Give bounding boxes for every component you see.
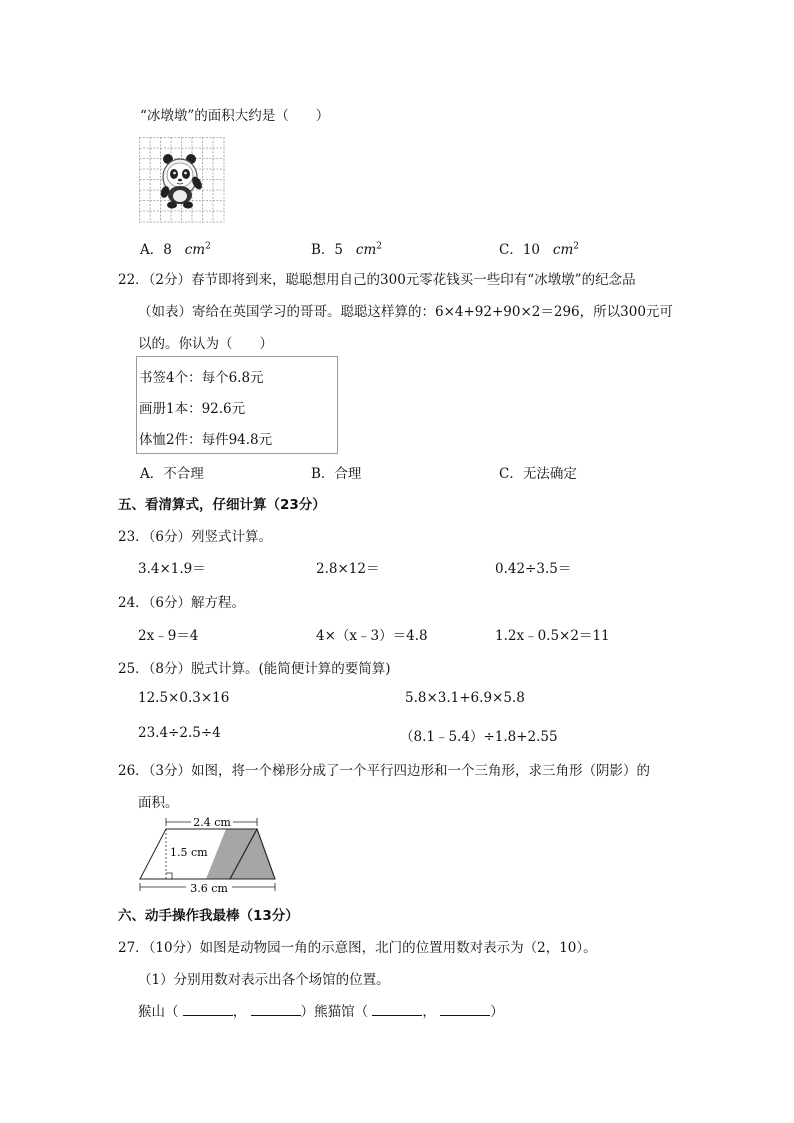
q27-stem: 27．（10分）如图是动物园一角的示意图，北门的位置用数对表示为（2，10）。 [118,940,597,956]
q21-option-a[interactable]: A．8 $cm^2$ [140,241,211,258]
monkey-x-blank[interactable] [183,1003,233,1016]
top-length-label: 2.4 cm [193,816,231,829]
q25-item: 5.8×3.1+6.9×5.8 [405,690,525,706]
q22-option-a[interactable]: A．不合理 [140,466,204,482]
q24-item: 1.2x﹣0.5×2＝11 [495,628,610,644]
q25-item: 12.5×0.3×16 [138,690,230,706]
q26-line2: 面积。 [138,795,179,811]
q22-table-row: 体恤2件：每件94.8元 [139,432,273,448]
q23-item: 3.4×1.9＝ [138,561,206,577]
q25-stem: 25．（8分）脱式计算。(能简便计算的要简算) [118,661,391,677]
q21-stem: “冰墩墩”的面积大约是（ ） [140,108,330,124]
q22-table-row: 书签4个：每个6.8元 [139,370,264,386]
panda-y-blank[interactable] [440,1003,490,1016]
q22-option-c[interactable]: C．无法确定 [499,466,577,482]
monkey-y-blank[interactable] [251,1003,301,1016]
q24-stem: 24．（6分）解方程。 [118,595,246,611]
trapezoid-figure [136,815,278,897]
q25-item: 23.4÷2.5÷4 [138,725,221,741]
q24-item: 2x﹣9＝4 [138,628,199,644]
height-label: 1.5 cm [170,846,208,859]
q22-line2: （如表）寄给在英国学习的哥哥。聪聪这样算的：6×4+92+90×2＝296，所以300元可 [138,304,673,320]
q27-sub1: （1）分别用数对表示出各个场馆的位置。 [138,972,390,988]
section-6-heading: 六、动手操作我最棒（13分） [118,908,299,924]
q25-item: （8.1﹣5.4）÷1.8+2.55 [400,729,558,745]
q23-item: 2.8×12＝ [316,561,380,577]
q22-option-b[interactable]: B．合理 [311,466,362,482]
q24-item: 4×（x﹣3）＝4.8 [316,628,428,644]
q26-line1: 26．（3分）如图，将一个梯形分成了一个平行四边形和一个三角形，求三角形（阴影）的 [118,763,651,779]
bottom-length-label: 3.6 cm [190,882,228,895]
bingdwendwen-grid-figure [139,137,225,223]
q27-answer-line: 猴山（ ， ）熊猫馆（ ， ） [138,1004,504,1020]
q21-option-c[interactable]: C．10 $cm^2$ [499,241,579,258]
q21-option-b[interactable]: B．5 $cm^2$ [311,241,382,258]
q22-line3: 以的。你认为（ ） [138,336,273,352]
q23-item: 0.42÷3.5＝ [495,561,572,577]
section-5-heading: 五、看清算式，仔细计算（23分） [118,497,326,513]
q23-stem: 23．（6分）列竖式计算。 [118,529,273,545]
q22-line1: 22．（2分）春节即将到来，聪聪想用自己的300元零花钱买一些印有“冰墩墩”的纪念品 [118,272,636,288]
q22-table-row: 画册1本：92.6元 [139,401,246,417]
panda-x-blank[interactable] [372,1003,422,1016]
